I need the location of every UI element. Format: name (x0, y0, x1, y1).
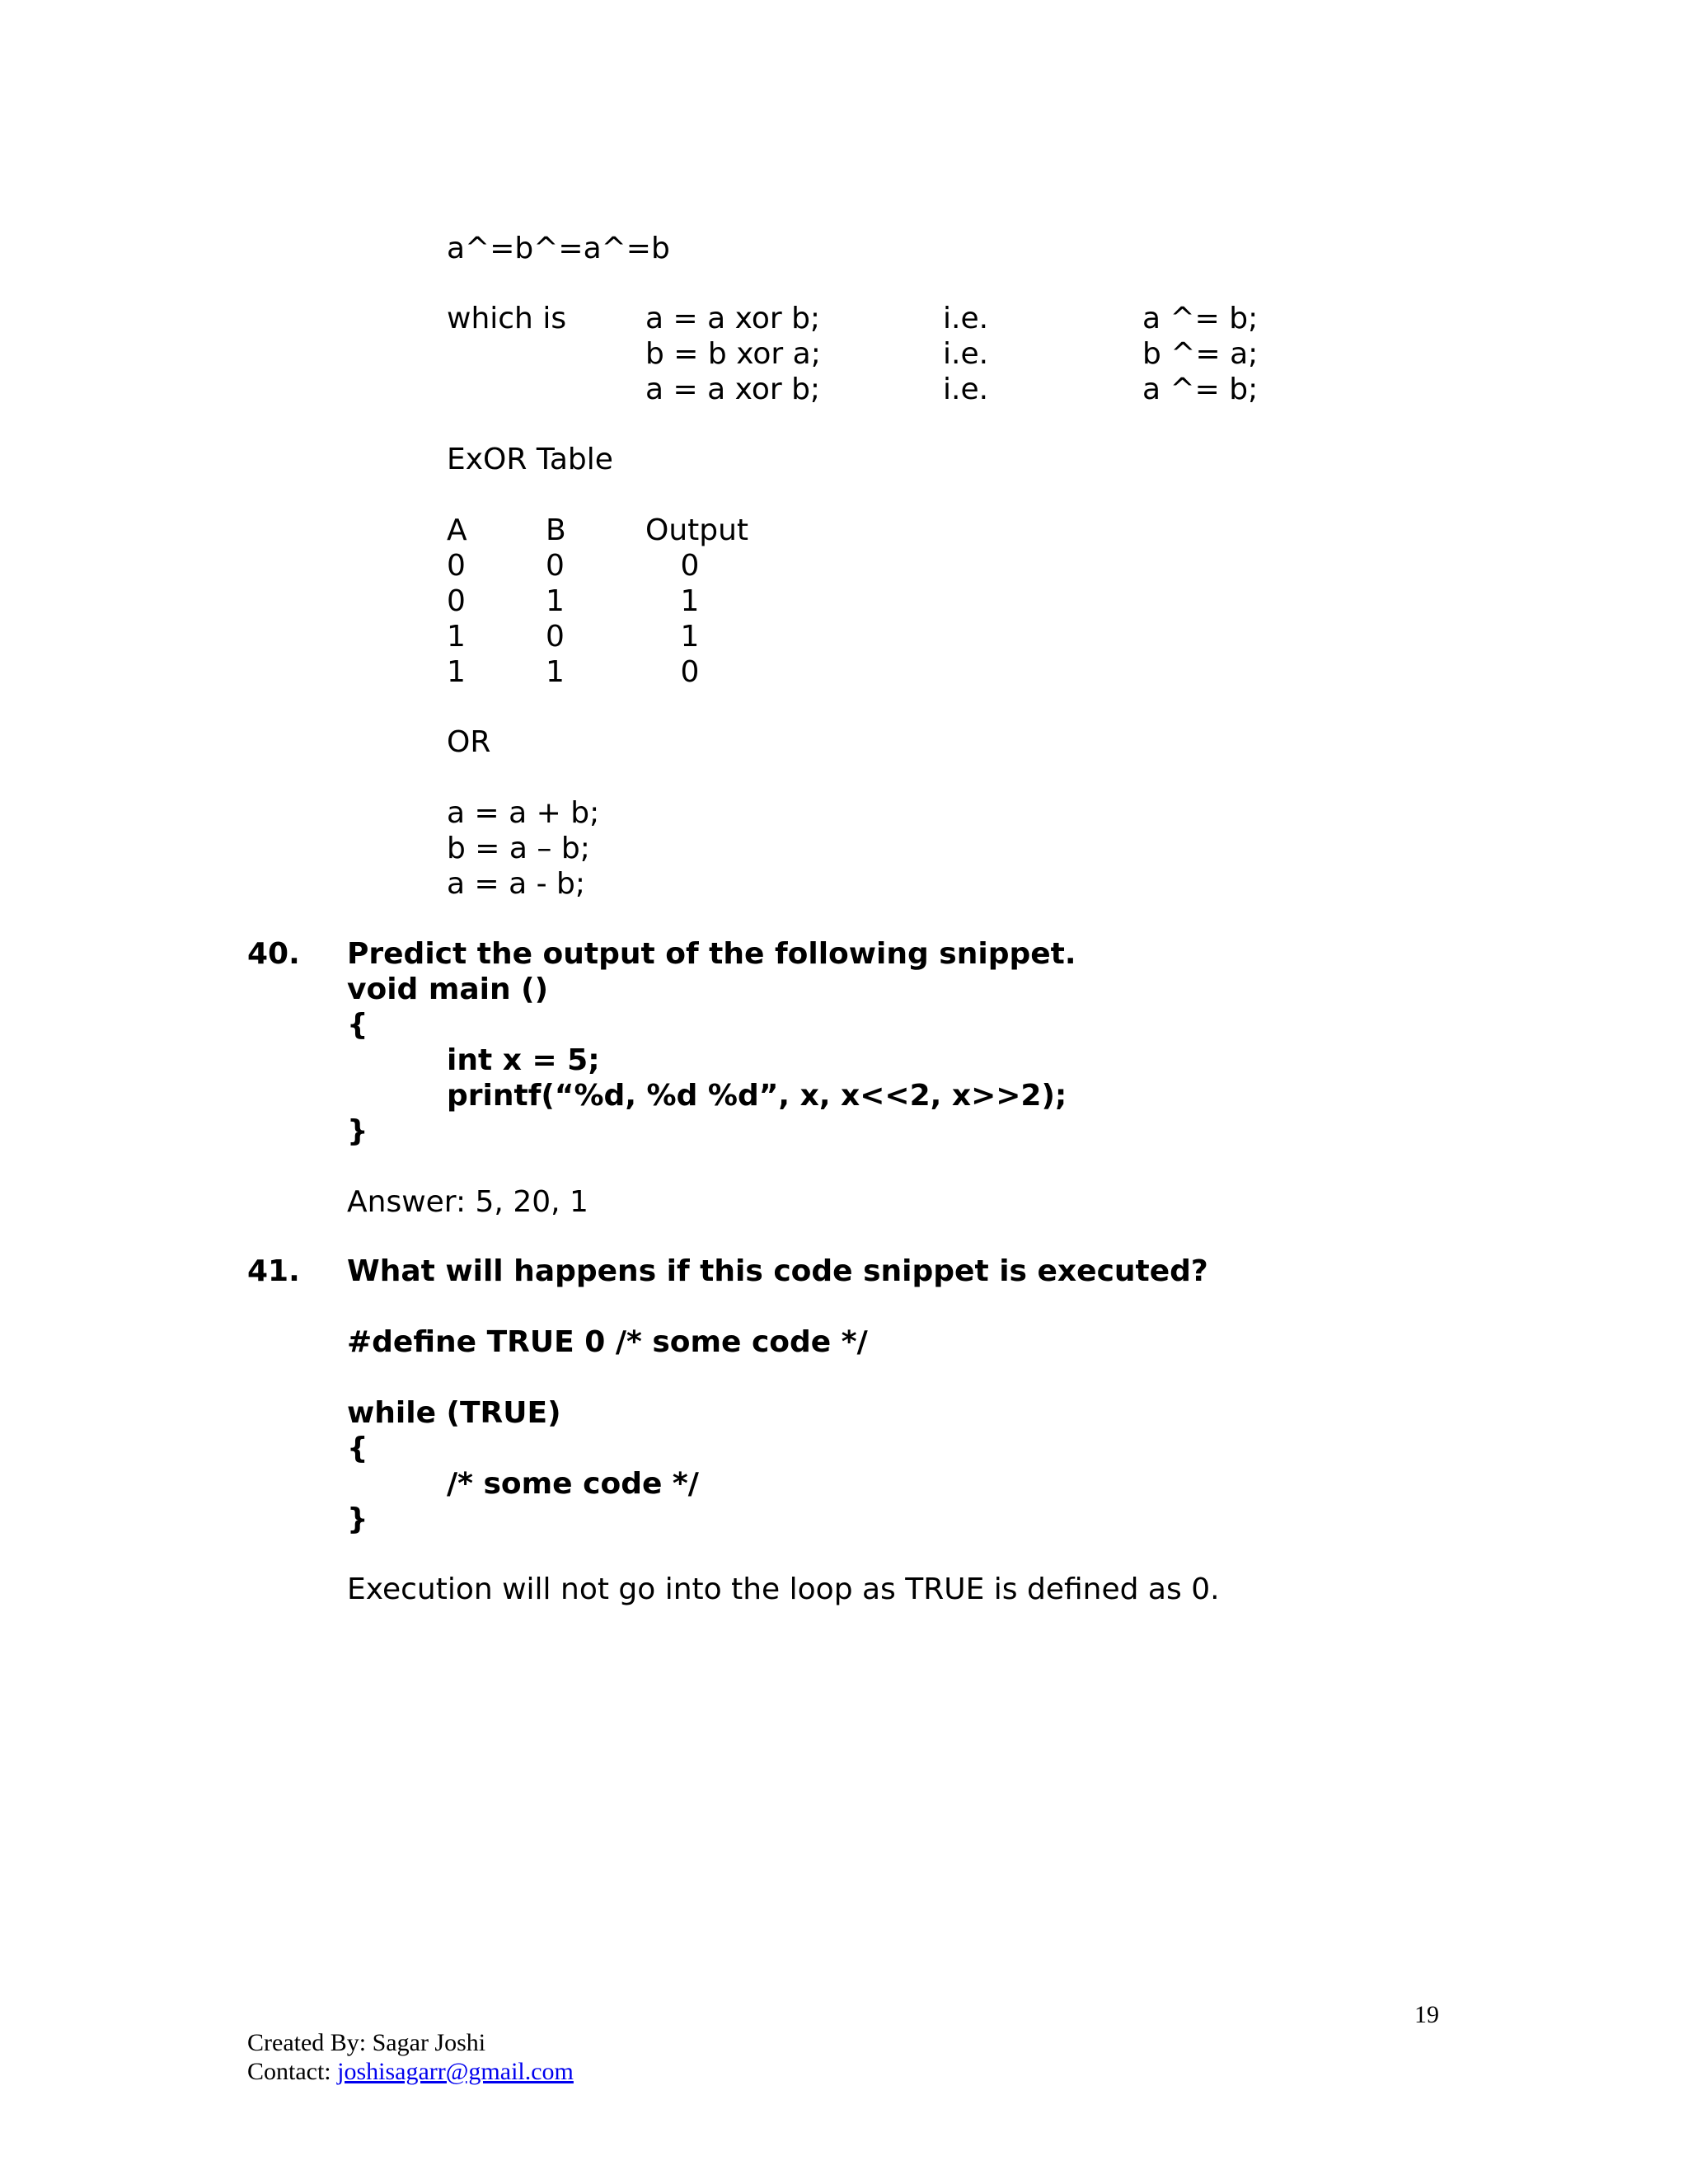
q41-code-line: while (TRUE) (347, 1396, 561, 1430)
arith-swap-line-2: b = a – b; (447, 832, 590, 865)
xor-long-1: a = a xor b; (645, 302, 821, 335)
exor-cell: 1 (447, 620, 466, 654)
arith-swap-line-1: a = a + b; (447, 796, 600, 830)
page-number: 19 (1414, 2001, 1439, 2028)
exor-cell: 0 (447, 549, 466, 583)
question-41-text: What will happens if this code snippet is executed? (347, 1254, 1208, 1288)
footer-created-by: Created By: Sagar Joshi (247, 2029, 486, 2056)
q41-define-line: #define TRUE 0 /* some code */ (347, 1325, 868, 1359)
footer-contact-label: Contact: (247, 2058, 338, 2085)
which-is-label: which is (447, 302, 567, 335)
xor-short-3: a ^= b; (1142, 373, 1259, 406)
xor-short-1: a ^= b; (1142, 302, 1259, 335)
exor-cell: 0 (680, 549, 700, 583)
xor-short-2: b ^= a; (1142, 337, 1259, 371)
q41-code-line: } (347, 1502, 368, 1536)
exor-cell: 0 (680, 655, 700, 689)
exor-cell: 1 (546, 584, 565, 618)
exor-cell: 1 (680, 620, 700, 654)
exor-cell: 1 (546, 655, 565, 689)
q41-answer: Execution will not go into the loop as TRUE is defined as 0. (347, 1572, 1220, 1606)
q40-code-line: printf(“%d, %d %d”, x, x<<2, x>>2); (447, 1079, 1067, 1113)
q40-code-line: int x = 5; (447, 1043, 600, 1077)
exor-header-a: A (447, 513, 467, 547)
footer-contact (247, 2057, 574, 2086)
q41-code-line: { (347, 1432, 368, 1465)
xor-long-2: b = b xor a; (645, 337, 821, 371)
xor-ie-1: i.e. (943, 302, 989, 335)
email-link[interactable]: joshisagarr@gmail.com (337, 2058, 574, 2085)
q41-code-line: /* some code */ (447, 1467, 699, 1501)
arith-swap-line-3: a = a - b; (447, 867, 586, 901)
question-number-40: 40. (247, 937, 300, 971)
xor-swap-expression: a^=b^=a^=b (447, 232, 670, 265)
exor-cell: 1 (680, 584, 700, 618)
xor-long-3: a = a xor b; (645, 373, 821, 406)
exor-table-title: ExOR Table (447, 443, 613, 476)
exor-header-b: B (546, 513, 566, 547)
or-label: OR (447, 725, 491, 759)
q40-code-line: } (347, 1114, 368, 1148)
exor-header-output: Output (645, 513, 749, 547)
exor-cell: 0 (447, 584, 466, 618)
question-number-41: 41. (247, 1254, 300, 1288)
q40-answer: Answer: 5, 20, 1 (347, 1185, 588, 1219)
xor-ie-3: i.e. (943, 373, 989, 406)
exor-cell: 0 (546, 620, 565, 654)
q40-code-line: { (347, 1008, 368, 1042)
q40-code-line: void main () (347, 972, 549, 1006)
exor-cell: 1 (447, 655, 466, 689)
exor-cell: 0 (546, 549, 565, 583)
xor-ie-2: i.e. (943, 337, 989, 371)
question-40-text: Predict the output of the following snippet. (347, 937, 1076, 971)
